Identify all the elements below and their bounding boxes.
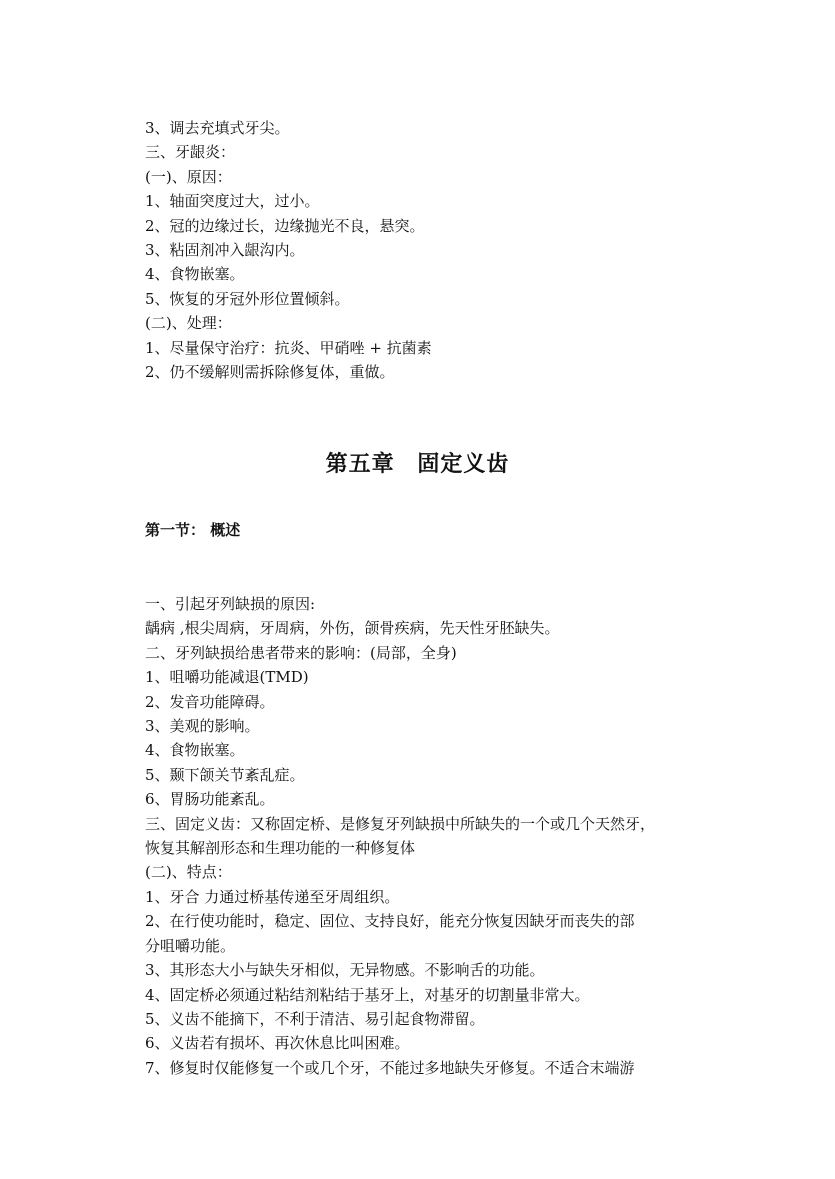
text-line: 2、在行使功能时，稳定、固位、支持良好，能充分恢复因缺牙而丧失的部 xyxy=(145,912,635,931)
chapter-title: 第五章 固定义齿 xyxy=(325,452,510,477)
text-line: 4、固定桥必须通过粘结剂粘结于基牙上，对基牙的切割量非常大。 xyxy=(145,985,590,1004)
text-line: 一、引起牙列缺损的原因: xyxy=(145,595,316,613)
text-line: 3、粘固剂冲入龈沟内。 xyxy=(145,241,305,260)
text-line: 1、咀嚼功能减退(TMD) xyxy=(145,668,309,687)
text-line: 4、食物嵌塞。 xyxy=(145,741,245,760)
text-line: (一)、原因： xyxy=(145,167,232,186)
text-line: 分咀嚼功能。 xyxy=(145,936,236,955)
text-line: 2、冠的边缘过长，边缘抛光不良，悬突。 xyxy=(145,216,425,235)
text-line: 三、牙龈炎： xyxy=(145,143,236,162)
text-line: 5、恢复的牙冠外形位置倾斜。 xyxy=(145,289,350,308)
section-title: 第一节： 概述 xyxy=(145,521,241,539)
text-line: 2、发音功能障碍。 xyxy=(145,692,275,711)
text-line: 6、义齿若有损坏、再次休息比叫困难。 xyxy=(145,1034,410,1053)
text-line: 5、颞下颌关节紊乱症。 xyxy=(145,765,305,784)
text-line: (二)、处理： xyxy=(145,314,232,333)
text-line: 6、胃肠功能紊乱。 xyxy=(145,790,275,809)
text-line: 1、尽量保守治疗：抗炎、甲硝唑 + 抗菌素 xyxy=(145,338,432,357)
text-line: 3、调去充填式牙尖。 xyxy=(145,119,290,137)
text-line: (二)、特点： xyxy=(145,863,232,882)
overview-section-text xyxy=(145,592,705,1080)
text-line: 2、仍不缓解则需拆除修复体，重做。 xyxy=(145,363,395,382)
text-line: 龋病 ,根尖周病，牙周病，外伤，颌骨疾病，先天性牙胚缺失。 xyxy=(145,619,560,638)
text-line: 恢复其解剖形态和生理功能的一种修复体 xyxy=(145,839,416,858)
text-line: 3、其形态大小与缺失牙相似，无异物感。不影响舌的功能。 xyxy=(145,961,545,980)
text-line: 5、义齿不能摘下，不利于清洁、易引起食物滞留。 xyxy=(145,1009,485,1028)
text-line: 3、美观的影响。 xyxy=(145,717,260,736)
text-line: 1、牙合 力通过桥基传递至牙周组织。 xyxy=(145,887,400,906)
text-line: 1、轴面突度过大，过小。 xyxy=(145,192,320,211)
text-line: 7、修复时仅能修复一个或几个牙，不能过多地缺失牙修复。不适合末端游 xyxy=(145,1058,635,1077)
text-line: 二、牙列缺损给患者带来的影响：(局部，全身) xyxy=(145,643,457,662)
gingivitis-section-text xyxy=(145,116,705,384)
text-line: 4、食物嵌塞。 xyxy=(145,265,245,284)
text-line: 三、固定义齿：又称固定桥、是修复牙列缺损中所缺失的一个或几个天然牙， xyxy=(145,814,656,833)
